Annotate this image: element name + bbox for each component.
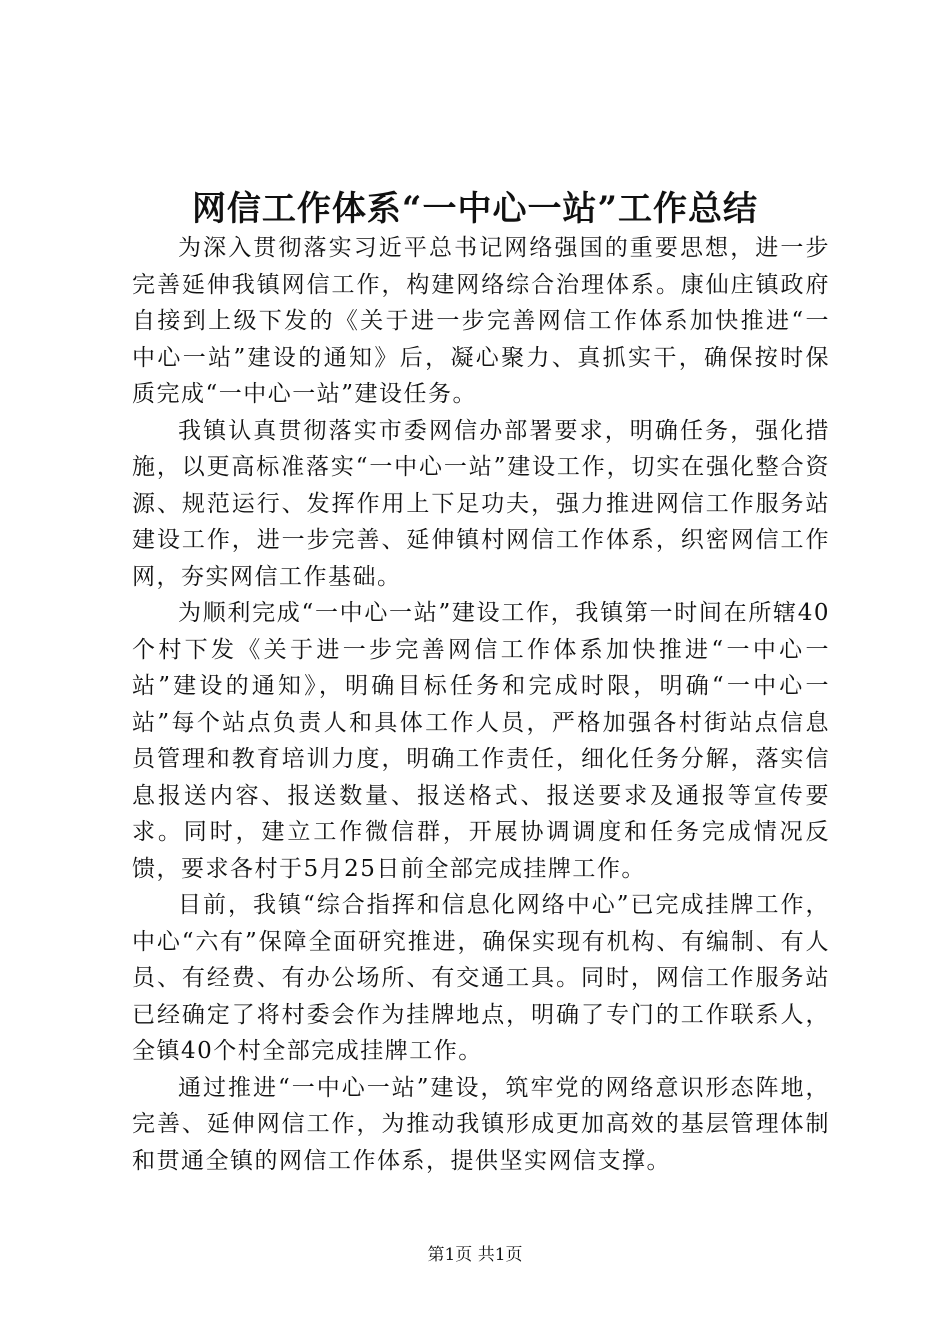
paragraph-2: 我镇认真贯彻落实市委网信办部署要求，明确任务，强化措施，以更高标准落实“一中心一站”建设工作，切实在强化整合资源、规范运行、发挥作用上下足功夫，强力推进网信工作服务站建设工作，进一步完善、延伸镇村网信工作体系，织密网信工作网，夯实网信工作基础。 <box>132 417 830 590</box>
page-footer: 第1页 共1页 <box>427 1245 523 1265</box>
document-body <box>132 230 830 1179</box>
document-title: 网信工作体系“一中心一站”工作总结 <box>191 189 759 229</box>
paragraph-3: 为顺利完成“一中心一站”建设工作，我镇第一时间在所辖40个村下发《关于进一步完善网信工作体系加快推进“一中心一站”建设的通知》，明确目标任务和完成时限，明确“一中心一站”每个站点负责人和具体工作人员，严格加强各村街站点信息员管理和教育培训力度，明确工作责任，细化任务分解，落实信息报送内容、报送数量、报送格式、报送要求及通报等宣传要求。同时，建立工作微信群，开展协调调度和任务完成情况反馈，要求各村于5月25日前全部完成挂牌工作。 <box>132 600 830 882</box>
paragraph-1: 为深入贯彻落实习近平总书记网络强国的重要思想，进一步完善延伸我镇网信工作，构建网络综合治理体系。康仙庄镇政府自接到上级下发的《关于进一步完善网信工作体系加快推进“一中心一站”建设的通知》后，凝心聚力、真抓实干，确保按时保质完成“一中心一站”建设任务。 <box>132 235 830 407</box>
paragraph-5: 通过推进“一中心一站”建设，筑牢党的网络意识形态阵地，完善、延伸网信工作，为推动我镇形成更加高效的基层管理体制和贯通全镇的网信工作体系，提供坚实网信支撑。 <box>132 1074 830 1174</box>
paragraph-4: 目前，我镇“综合指挥和信息化网络中心”已完成挂牌工作，中心“六有”保障全面研究推进，确保实现有机构、有编制、有人员、有经费、有办公场所、有交通工具。同时，网信工作服务站已经确定了将村委会作为挂牌地点，明确了专门的工作联系人，全镇40个村全部完成挂牌工作。 <box>132 892 830 1064</box>
